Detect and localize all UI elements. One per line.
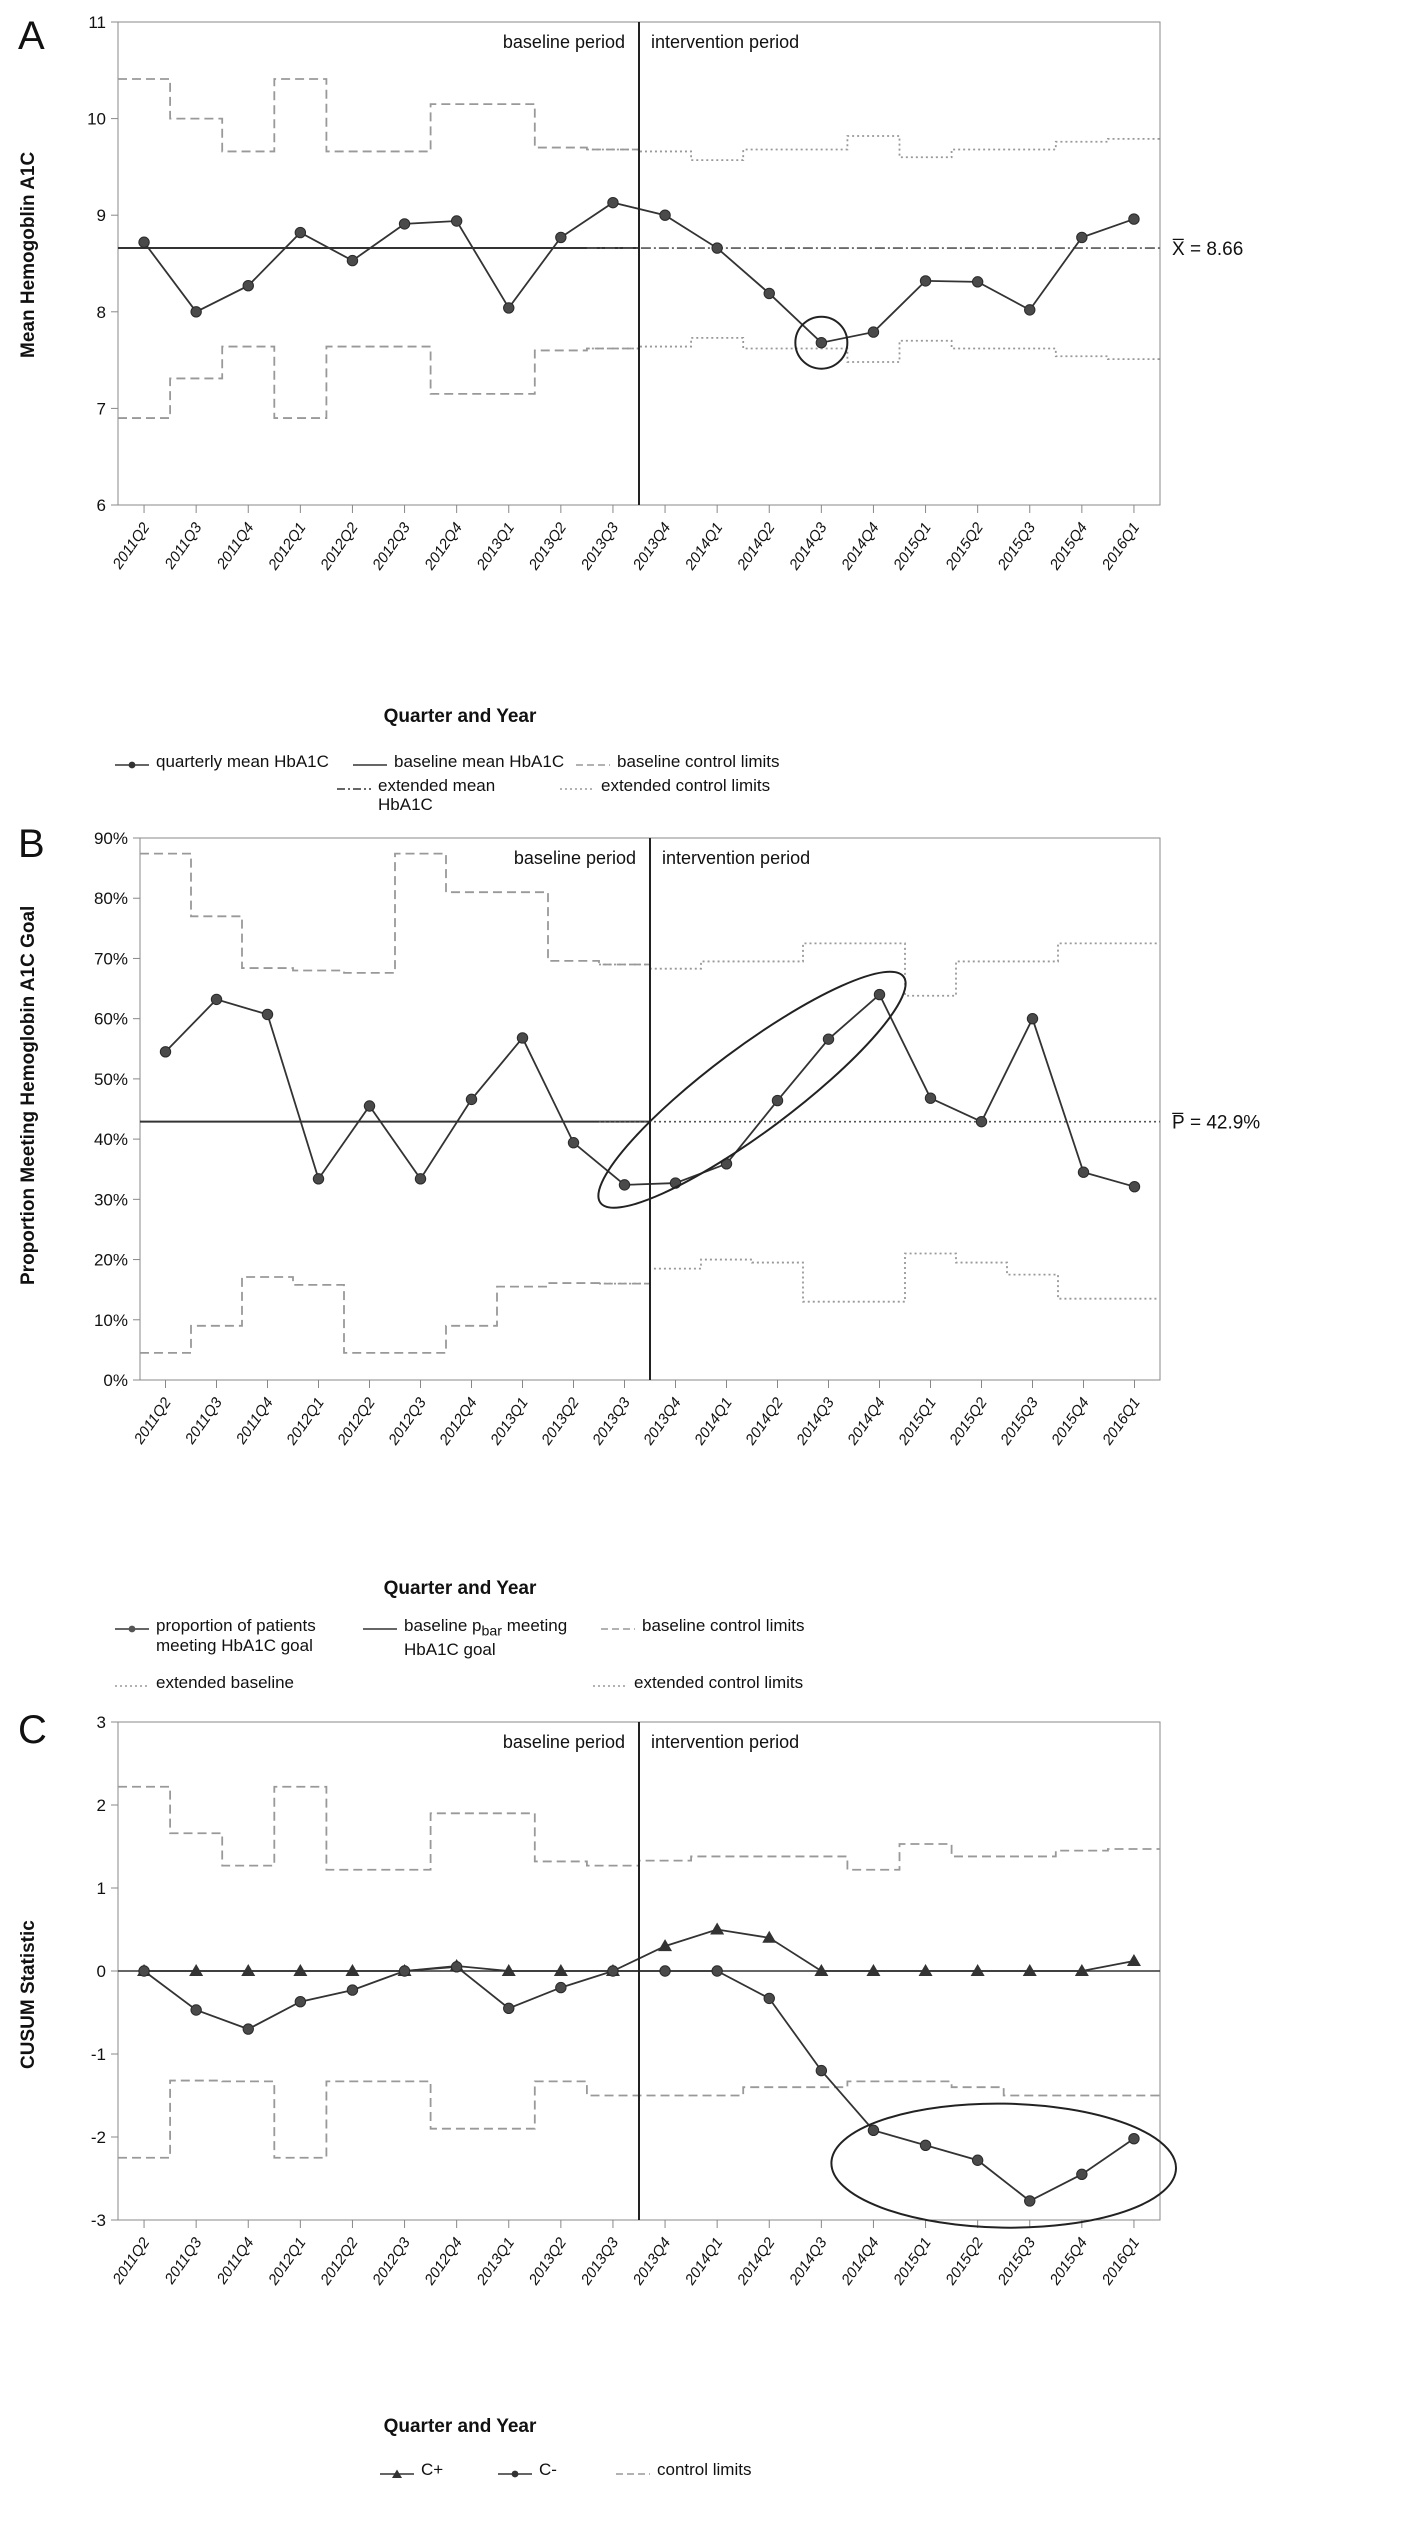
svg-text:2012Q1: 2012Q1	[283, 1394, 328, 1449]
svg-text:2013Q3: 2013Q3	[577, 519, 623, 574]
panel-a-plot	[0, 0, 1421, 620]
svg-text:2016Q1: 2016Q1	[1098, 519, 1144, 574]
legend-swatch-dashed	[616, 2468, 650, 2480]
panel-b-y-axis-label: Proportion Meeting Hemoglobin A1C Goal	[18, 905, 39, 1285]
legend-item-extended-limits	[560, 776, 790, 796]
svg-text:2012Q3: 2012Q3	[385, 1394, 430, 1449]
svg-text:intervention period: intervention period	[662, 848, 811, 868]
svg-text:20%: 20%	[93, 1250, 128, 1270]
svg-text:2011Q3: 2011Q3	[181, 1394, 226, 1448]
svg-text:2012Q2: 2012Q2	[317, 2234, 362, 2289]
legend-swatch-solid	[363, 1624, 397, 1634]
legend-item-c-plus	[380, 2460, 490, 2480]
svg-text:2014Q3: 2014Q3	[786, 2234, 831, 2289]
svg-text:2016Q1: 2016Q1	[1099, 1394, 1144, 1449]
svg-text:2013Q4: 2013Q4	[629, 519, 675, 574]
panel-c-y-axis-label: CUSUM Statistic	[18, 1920, 39, 2070]
panel-a-y-axis-label: Mean Hemogoblin A1C	[18, 151, 39, 359]
svg-text:2013Q3: 2013Q3	[577, 2234, 623, 2289]
svg-text:intervention period: intervention period	[651, 32, 800, 52]
svg-text:intervention period: intervention period	[651, 1732, 800, 1752]
legend-label: quarterly mean HbA1C	[156, 752, 329, 771]
panel-a-x-axis-label: Quarter and Year	[383, 706, 537, 727]
legend-label: baseline $p_{bar}$ meeting HbA1C goal	[404, 1616, 568, 1659]
svg-text:2011Q3: 2011Q3	[161, 519, 206, 573]
svg-text:2013Q1: 2013Q1	[487, 1394, 532, 1449]
panel-a	[0, 0, 1421, 815]
svg-text:2015Q4: 2015Q4	[1046, 519, 1092, 574]
svg-text:-1: -1	[90, 2045, 106, 2064]
svg-text:2014Q1: 2014Q1	[681, 2234, 727, 2289]
svg-text:0: 0	[96, 1962, 106, 1981]
svg-text:2015Q3: 2015Q3	[994, 519, 1040, 574]
legend-label: extended baseline	[156, 1673, 295, 1693]
panel-b-letter: B	[18, 822, 45, 866]
legend-label: baseline control limits	[642, 1616, 805, 1635]
legend-label: baseline mean HbA1C	[394, 752, 565, 771]
legend-label: C-	[539, 2460, 557, 2479]
panel-a-letter: A	[18, 14, 45, 58]
svg-text:2015Q3: 2015Q3	[997, 1394, 1042, 1449]
svg-text:8: 8	[96, 302, 106, 322]
svg-text:2013Q3: 2013Q3	[589, 1394, 634, 1449]
svg-text:2012Q1: 2012Q1	[265, 2234, 310, 2289]
legend-item-baseline-limits	[576, 752, 806, 772]
svg-text:2015Q1: 2015Q1	[890, 2234, 935, 2289]
legend-swatch-dashdot	[337, 784, 371, 794]
legend-label: extended control limits	[601, 775, 771, 795]
svg-text:2014Q1: 2014Q1	[681, 519, 727, 574]
legend-swatch-triangle-line	[380, 2468, 414, 2480]
legend-item-baseline-pbar	[363, 1616, 593, 1659]
legend-item-quarterly-mean	[115, 752, 345, 772]
svg-text:2012Q2: 2012Q2	[334, 1394, 379, 1449]
svg-text:50%: 50%	[93, 1069, 128, 1089]
svg-text:2015Q3: 2015Q3	[994, 2234, 1040, 2289]
svg-text:2014Q4: 2014Q4	[844, 1394, 889, 1449]
svg-text:P̅ = 42.9%: P̅ = 42.9%	[1172, 1112, 1261, 1134]
svg-text:2015Q4: 2015Q4	[1046, 2234, 1092, 2289]
legend-label: control limits	[657, 2460, 752, 2479]
svg-text:2015Q2: 2015Q2	[942, 2234, 987, 2289]
svg-text:2014Q4: 2014Q4	[838, 2234, 883, 2289]
legend-swatch-dotted	[115, 1681, 149, 1691]
svg-text:2013Q1: 2013Q1	[473, 2234, 519, 2289]
svg-text:2011Q4: 2011Q4	[232, 1394, 277, 1448]
legend-swatch-marker-line	[115, 1624, 149, 1634]
panel-b-legend	[115, 1616, 905, 1697]
legend-label: proportion of patients meeting HbA1C goal	[156, 1616, 316, 1655]
legend-label: extended mean HbA1C	[378, 775, 496, 815]
panel-c-x-axis-label: Quarter and Year	[383, 2416, 537, 2437]
panel-b-x-axis-label: Quarter and Year	[383, 1578, 537, 1599]
legend-item-c-minus	[498, 2460, 608, 2480]
svg-text:2015Q2: 2015Q2	[942, 519, 987, 574]
svg-text:baseline period: baseline period	[502, 1732, 625, 1752]
svg-text:6: 6	[96, 496, 106, 515]
svg-text:2014Q2: 2014Q2	[733, 519, 779, 574]
svg-text:2011Q3: 2011Q3	[161, 2234, 206, 2288]
svg-text:2012Q2: 2012Q2	[317, 519, 362, 574]
legend-item-control-limits	[616, 2460, 816, 2480]
svg-text:9: 9	[96, 206, 106, 226]
svg-text:-3: -3	[90, 2211, 106, 2230]
legend-item-baseline-limits	[601, 1616, 831, 1636]
svg-text:1: 1	[96, 1879, 106, 1898]
svg-text:2: 2	[96, 1796, 106, 1815]
legend-swatch-dotted	[593, 1681, 627, 1691]
legend-swatch-dashed	[576, 760, 610, 770]
svg-text:2011Q2: 2011Q2	[109, 2234, 154, 2288]
svg-text:2012Q3: 2012Q3	[369, 519, 414, 574]
svg-text:baseline period: baseline period	[513, 848, 636, 868]
panel-c-legend	[380, 2460, 1000, 2484]
svg-text:2014Q3: 2014Q3	[786, 519, 831, 574]
svg-text:40%: 40%	[93, 1130, 128, 1150]
legend-item-extended-mean	[337, 776, 552, 815]
svg-text:X̅ = 8.66: X̅ = 8.66	[1172, 239, 1244, 261]
svg-text:30%: 30%	[93, 1190, 128, 1210]
panel-b	[0, 810, 1421, 1700]
svg-text:2013Q4: 2013Q4	[629, 2234, 675, 2289]
legend-swatch-solid	[353, 760, 387, 770]
svg-text:70%: 70%	[93, 949, 128, 969]
svg-text:2014Q2: 2014Q2	[733, 2234, 779, 2289]
svg-text:2015Q1: 2015Q1	[895, 1394, 940, 1449]
svg-text:3: 3	[96, 1713, 106, 1732]
panel-b-plot	[0, 810, 1421, 1490]
svg-text:-2: -2	[90, 2128, 106, 2147]
svg-text:90%: 90%	[93, 829, 128, 848]
legend-swatch-dotted	[560, 784, 594, 794]
legend-item-extended-limits	[593, 1673, 823, 1693]
legend-swatch-dashed	[601, 1624, 635, 1634]
svg-text:2012Q4: 2012Q4	[421, 2234, 466, 2289]
svg-text:2013Q2: 2013Q2	[525, 519, 571, 574]
legend-item-baseline-mean	[353, 752, 568, 772]
svg-text:2014Q3: 2014Q3	[793, 1394, 838, 1449]
svg-text:2013Q2: 2013Q2	[538, 1394, 583, 1449]
svg-text:2014Q1: 2014Q1	[691, 1394, 736, 1449]
svg-text:7: 7	[96, 399, 106, 419]
svg-text:11: 11	[88, 13, 106, 32]
legend-item-extended-baseline	[115, 1673, 355, 1693]
panel-a-legend	[115, 752, 875, 819]
svg-text:2015Q1: 2015Q1	[890, 519, 935, 574]
svg-text:2011Q2: 2011Q2	[130, 1394, 175, 1448]
legend-item-proportion-patients	[115, 1616, 355, 1655]
svg-text:2012Q4: 2012Q4	[421, 519, 466, 574]
svg-text:2011Q4: 2011Q4	[213, 2234, 258, 2288]
svg-text:10%: 10%	[93, 1310, 128, 1330]
svg-text:2015Q4: 2015Q4	[1048, 1394, 1093, 1449]
svg-text:baseline period: baseline period	[502, 32, 625, 52]
svg-text:0%: 0%	[103, 1371, 128, 1390]
legend-label: extended control limits	[634, 1673, 804, 1693]
svg-text:2014Q4: 2014Q4	[838, 519, 883, 574]
svg-text:2011Q4: 2011Q4	[213, 519, 258, 573]
svg-text:2013Q4: 2013Q4	[640, 1394, 685, 1449]
svg-text:2015Q2: 2015Q2	[946, 1394, 991, 1449]
legend-swatch-marker-line	[498, 2468, 532, 2480]
svg-text:2012Q1: 2012Q1	[265, 519, 310, 574]
legend-label: C+	[421, 2460, 444, 2479]
panel-c-plot	[0, 1700, 1421, 2330]
legend-label: baseline control limits	[617, 752, 780, 771]
svg-text:2013Q1: 2013Q1	[473, 519, 519, 574]
svg-text:2014Q2: 2014Q2	[742, 1394, 787, 1449]
legend-swatch-marker-line	[115, 760, 149, 770]
svg-text:2013Q2: 2013Q2	[525, 2234, 571, 2289]
svg-text:80%: 80%	[93, 889, 128, 909]
svg-text:2012Q3: 2012Q3	[369, 2234, 414, 2289]
svg-text:10: 10	[87, 109, 106, 129]
svg-text:2011Q2: 2011Q2	[109, 519, 154, 573]
panel-c	[0, 1700, 1421, 2540]
svg-text:2016Q1: 2016Q1	[1098, 2234, 1144, 2289]
panel-c-letter: C	[18, 1708, 47, 1752]
svg-text:60%: 60%	[93, 1009, 128, 1029]
svg-text:2012Q4: 2012Q4	[436, 1394, 481, 1449]
